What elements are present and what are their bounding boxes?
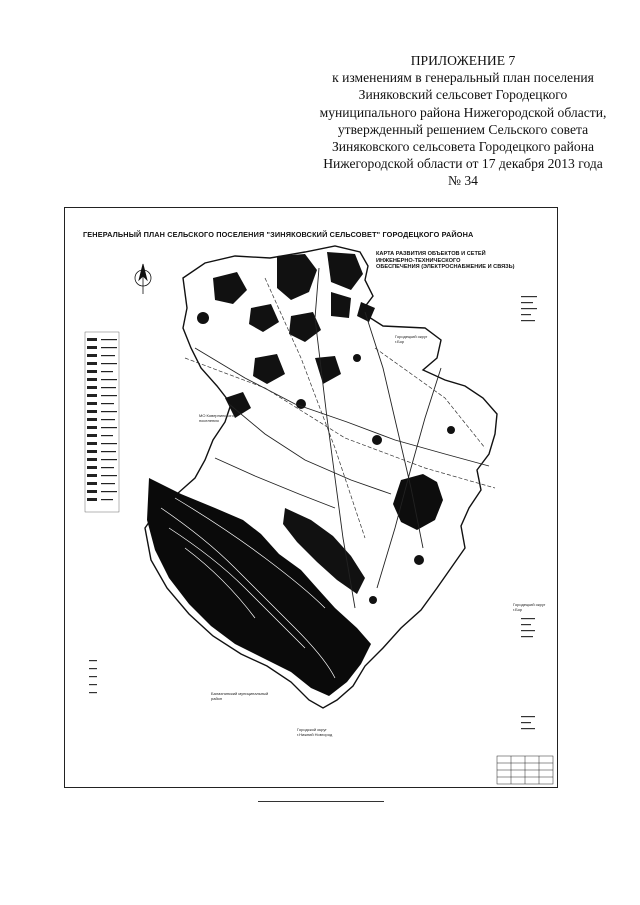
appendix-line: ПРИЛОЖЕНИЕ 7 (410, 53, 516, 68)
appendix-line: Нижегородской области от 17 декабря 2013 года (323, 156, 603, 172)
north-arrow-icon (135, 264, 151, 294)
place-label-south-west: Балахнинский муниципальный район (211, 691, 269, 701)
map-subtitle (376, 251, 546, 271)
appendix-line: № 34 (448, 173, 478, 189)
appendix-line: утвержденный решением Сельского совета (337, 121, 589, 137)
appendix-line: к изменениям в генеральный план поселения (332, 70, 594, 86)
legend-block (85, 332, 119, 693)
right-notes (521, 296, 537, 729)
place-label-west: МО Ковернинского поселения (199, 413, 234, 423)
appendix-header (318, 52, 608, 190)
place-label-north-east: Городецкий округ г.Бор (395, 334, 428, 344)
place-label-south: Городской округ г.Нижний Новгород (297, 727, 333, 737)
map-subtitle-line: ОБЕСПЕЧЕНИЯ (ЭЛЕКТРОСНАБЖЕНИЕ И СВЯЗЬ) (376, 264, 515, 271)
footnote-rule (258, 801, 384, 802)
map-subtitle-line: КАРТА РАЗВИТИЯ ОБЪЕКТОВ И СЕТЕЙ (376, 251, 486, 257)
map-drawing (65, 208, 557, 787)
place-label-east: Городецкий округ г.Бор (513, 602, 546, 612)
map-sheet (64, 207, 558, 788)
appendix-line: Зиняковский сельсовет Городецкого (358, 87, 568, 103)
map-title: ГЕНЕРАЛЬНЫЙ ПЛАН СЕЛЬСКОГО ПОСЕЛЕНИЯ "ЗИНЯКОВСКИЙ СЕЛЬСОВЕТ" ГОРОДЕЦКОГО РАЙОНА (83, 230, 474, 239)
appendix-line: муниципального района Нижегородской области, (319, 104, 607, 120)
title-block (497, 756, 553, 784)
map-subtitle-line: ИНЖЕНЕРНО-ТЕХНИЧЕСКОГО (376, 257, 461, 264)
appendix-line: Зиняковского сельсовета Городецкого района (331, 139, 595, 155)
